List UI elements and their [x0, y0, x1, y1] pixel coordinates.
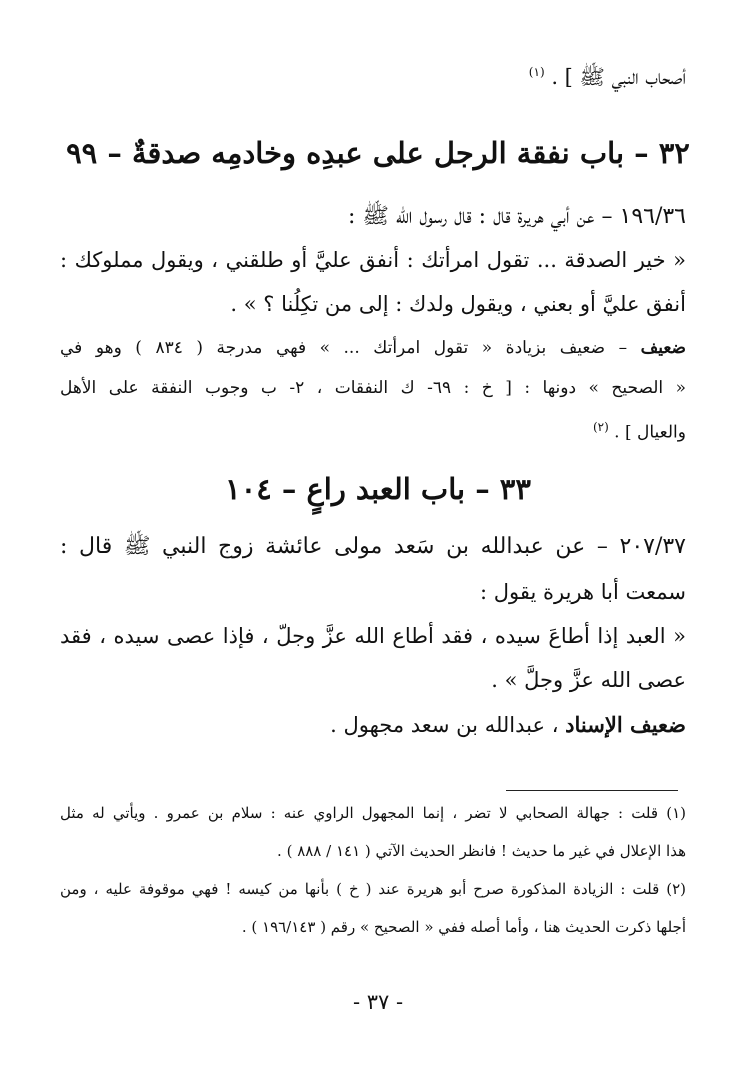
continuation-line [60, 64, 686, 95]
grading-label-weak: ضعيف [640, 338, 686, 358]
grading-196-line-2: « الصحيح » دونها : [ خ : ٦٩- ك النفقات ، ٢- ب وجوب النفقة على الأهل [60, 378, 686, 398]
hadith-207-line-3: « العبد إذا أطاعَ سيده ، فقد أطاع الله عزَّ وجلّ ، فإذا عصى سيده ، فقد [60, 624, 686, 648]
grading-207 [60, 712, 686, 737]
footnote-2-line-1: (٢) قلت : الزيادة المذكورة صرح أبو هريرة عند ( خ ) بأنها من كيسه ! فهي موقوفة عليه ، ومن [60, 880, 686, 898]
hadith-196-line-2: « خير الصدقة ... تقول امرأتك : أنفق عليَّ أو طلقني ، ويقول مملوكك : [60, 248, 686, 272]
hadith-207-line-2: سمعت أبا هريرة يقول : [479, 580, 686, 604]
footnote-1-line-2: هذا الإعلال في غير ما حديث ! فانظر الحديث الآتي ( ١٤١ / ٨٨٨ ) . [277, 842, 686, 860]
grading-196-line-3 [60, 420, 686, 443]
grading-label-weak-isnad: ضعيف الإسناد [565, 712, 686, 737]
grading-196-text: – ضعيف بزيادة « تقول امرأتك ... » فهي مدرجة ( ٨٣٤ ) وهو في [60, 338, 641, 358]
grading-196-line-3-text: والعيال ] . [614, 422, 686, 443]
footnote-ref-1: (١) [528, 65, 545, 79]
hadith-196-line-3: أنفق عليَّ أو بعني ، ويقول ولدك : إلى من تكِلُنا ؟ » . [230, 292, 686, 316]
grading-207-text: ، عبدالله بن سعد مجهول . [330, 713, 566, 737]
grading-196-line-1 [60, 338, 686, 358]
footnote-2-line-2: أجلها ذكرت الحديث هنا ، وأما أصله ففي « الصحيح » رقم ( ١٩٦/١٤٣ ) . [241, 918, 686, 936]
footnote-ref-2: (٢) [592, 420, 609, 434]
footnote-divider [506, 790, 678, 791]
hadith-207-line-1: ٢٠٧/٣٧ – عن عبدالله بن سَعد مولى عائشة زوج النبي ﷺ قال : [60, 534, 686, 559]
hadith-196-line-1: ١٩٦/٣٦ – عن أبي هريرة قال : قال رسول الله ﷺ : [347, 204, 686, 229]
footnote-1-line-1: (١) قلت : جهالة الصحابي لا تضر ، إنما المجهول الراوي عنه : سلام بن عمرو . ويأتي له مثل [60, 804, 686, 822]
chapter-heading-32: ٣٢ – باب نفقة الرجل على عبدِه وخادمِه صدقةٌ – ٩٩ [66, 136, 690, 170]
page-number: - ٣٧ - [352, 990, 404, 1014]
continuation-text: أصحاب النبي ﷺ ] . [551, 65, 686, 89]
hadith-207-line-4: عصى الله عزَّ وجلَّ » . [491, 668, 686, 692]
chapter-heading-33: ٣٣ – باب العبد راعٍ – ١٠٤ [225, 472, 531, 506]
